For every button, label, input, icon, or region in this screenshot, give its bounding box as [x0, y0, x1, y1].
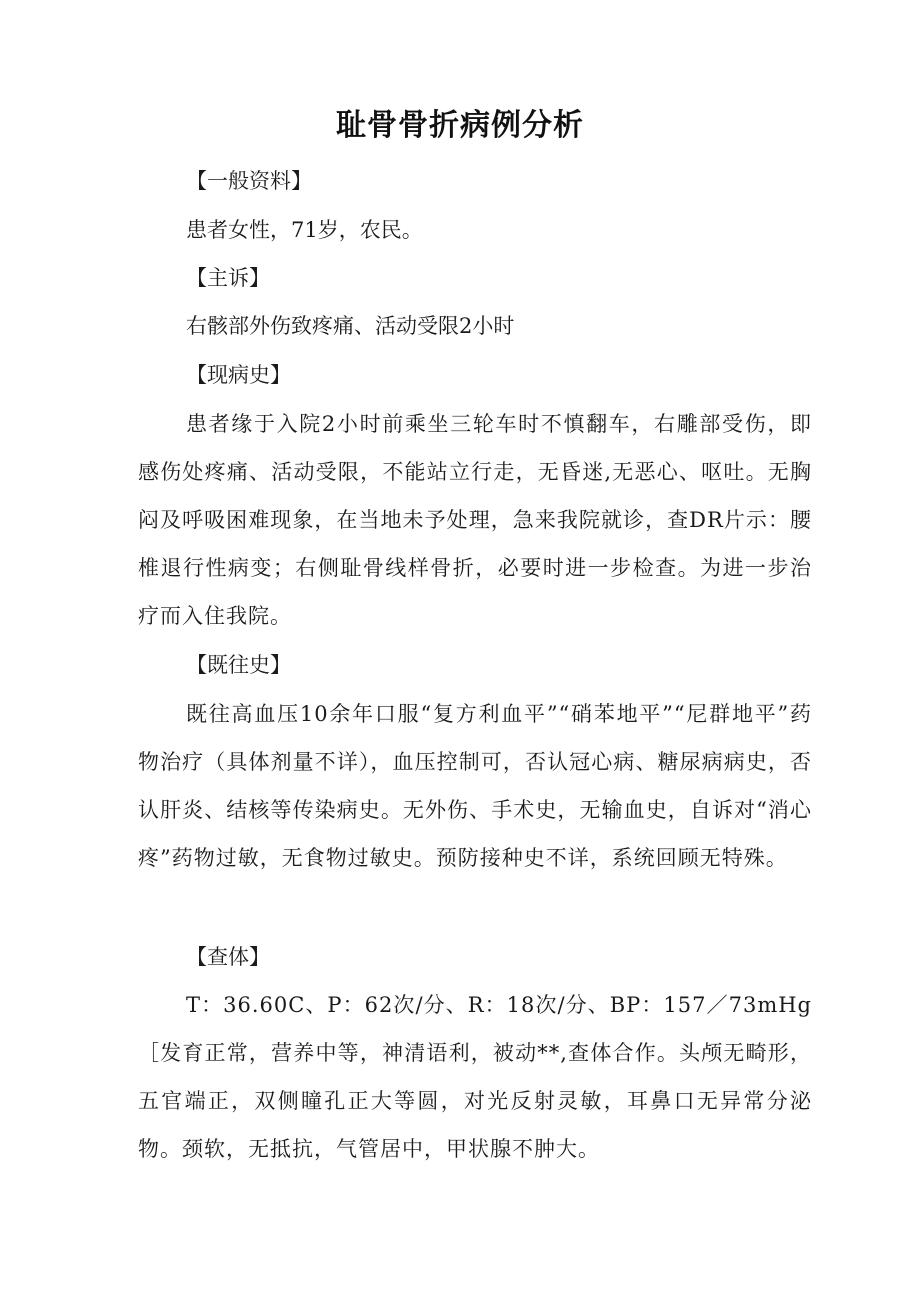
section-heading-present-illness: 【现病史】: [186, 363, 291, 387]
past-history-paragraph: 既往高血压10余年口服“复方利血平”“硝苯地平”“尼群地平”药物治疗（具体剂量不详），血压控制可，否认冠心病、糖尿病病史，否认肝炎、结核等传染病史。无外伤、手术史，无输血史，自诉对“消心疼”药物过敏，无食物过敏史。预防接种史不详，系统回顾无特殊。: [138, 702, 812, 870]
section-heading-physical-exam: 【查体】: [186, 945, 270, 969]
physical-exam-paragraph: T：36.60C、P：62次/分、R：18次/分、BP：157／73mHg［发育正常，营养中等，神清语利，被动**,查体合作。头颅无畸形，五官端正，双侧瞳孔正大等圆，对光反射灵敏，耳鼻口无异常分泌物。颈软，无抵抗，气管居中，甲状腺不肿大。: [138, 993, 812, 1161]
document-title: 耻骨骨折病例分析: [336, 108, 584, 143]
present-illness-paragraph: 患者缘于入院2小时前乘坐三轮车时不慎翻车，右雕部受伤，即感伤处疼痛、活动受限，不能站立行走，无昏迷,无恶心、呕吐。无胸闷及呼吸困难现象，在当地未予处理，急来我院就诊，查DR片示：腰椎退行性病变；右侧耻骨线样骨折，必要时进一步检查。为进一步治疗而入住我院。: [138, 412, 812, 628]
general-info-text: 患者女性，71岁，农民。: [186, 218, 423, 242]
section-heading-chief-complaint: 【主诉】: [186, 266, 270, 290]
section-heading-general: 【一般资料】: [186, 169, 312, 193]
chief-complaint-text: 右骸部外伤致疼痛、活动受限2小时: [186, 314, 515, 338]
section-heading-past-history: 【既往史】: [186, 653, 291, 677]
